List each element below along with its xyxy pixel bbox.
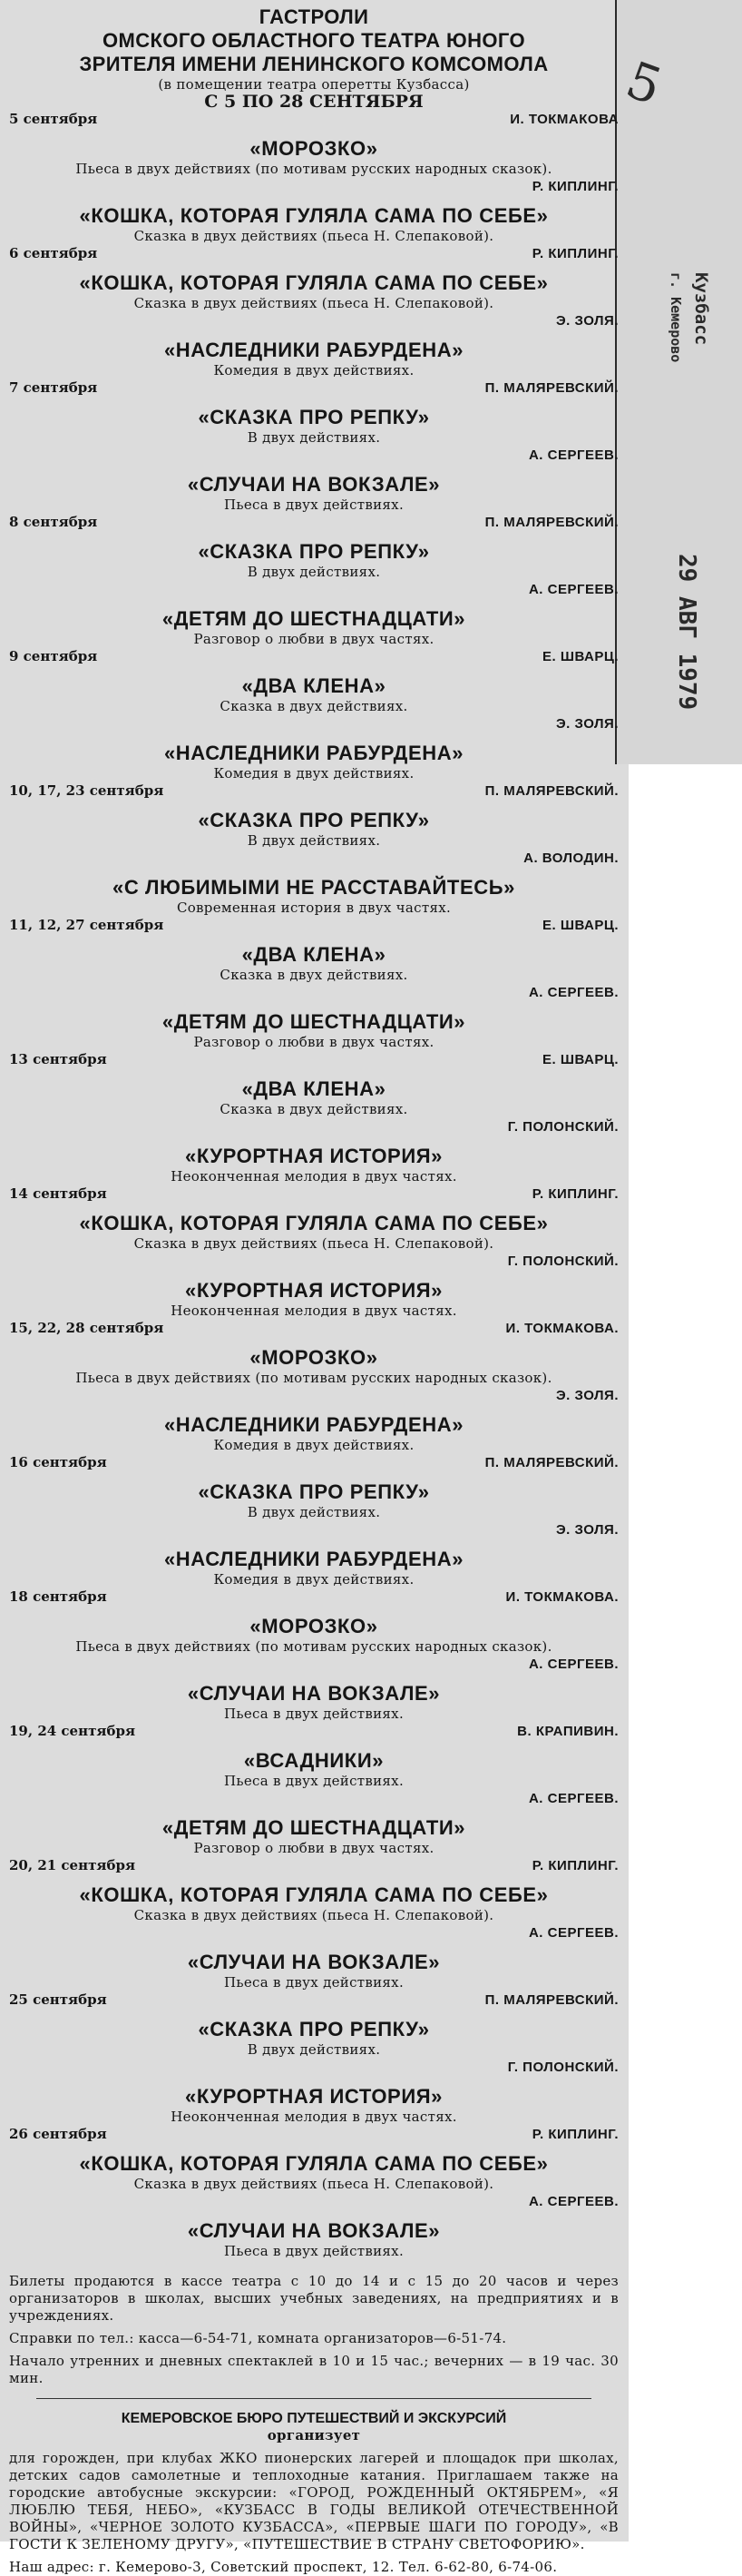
performance-entry	[9, 850, 619, 917]
entry-description: Пьеса в двух действиях (по мотивам русских народных сказок).	[75, 1638, 552, 1655]
entry-meta-row	[9, 1924, 619, 1942]
entry-title: «КОШКА, КОТОРАЯ ГУЛЯЛА САМА ПО СЕБЕ»	[79, 1883, 549, 1906]
entry-author: В. КРАПИВИН.	[517, 1724, 619, 1739]
entry-description: Разговор о любви в двух частях.	[193, 631, 434, 647]
entry-description: Сказка в двух действиях.	[220, 967, 408, 983]
entry-author: Э. ЗОЛЯ.	[556, 313, 619, 329]
entry-title: «КОШКА, КОТОРАЯ ГУЛЯЛА САМА ПО СЕБЕ»	[79, 1212, 549, 1234]
entry-date: 16 сентября	[9, 1454, 107, 1470]
entry-title: «ДЕТЯМ ДО ШЕСТНАДЦАТИ»	[161, 1010, 466, 1033]
entry-author: А. СЕРГЕЕВ.	[528, 1791, 619, 1806]
entry-title: «СЛУЧАИ НА ВОКЗАЛЕ»	[187, 1951, 441, 1973]
entry-meta-row	[9, 2059, 619, 2076]
entry-title: «МОРОЗКО»	[249, 1346, 378, 1369]
entry-description: Пьеса в двух действиях.	[223, 1706, 405, 1722]
entry-description: Пьеса в двух действиях.	[223, 497, 405, 513]
entry-date: 26 сентября	[9, 2126, 107, 2142]
entry-date: 14 сентября	[9, 1185, 107, 1202]
entry-author: Э. ЗОЛЯ.	[556, 1388, 619, 1403]
entry-author: Е. ШВАРЦ.	[542, 918, 619, 933]
entry-author: П. МАЛЯРЕВСКИЙ.	[484, 515, 619, 530]
entry-description: Комедия в двух действиях.	[213, 1571, 415, 1588]
entry-title: «ДЕТЯМ ДО ШЕСТНАДЦАТИ»	[161, 1816, 466, 1839]
entry-description: Пьеса в двух действиях.	[223, 1974, 405, 1991]
entry-title: «КОШКА, КОТОРАЯ ГУЛЯЛА САМА ПО СЕБЕ»	[79, 204, 549, 227]
entry-description: Сказка в двух действиях.	[220, 1101, 408, 1117]
entry-meta-row	[9, 1588, 619, 1606]
entry-meta-row	[9, 1051, 619, 1068]
entry-description: Неоконченная мелодия в двух частях.	[171, 2109, 457, 2125]
entry-meta-row	[9, 1656, 619, 1673]
entry-title: «ДВА КЛЕНА»	[241, 1077, 386, 1100]
entry-author: Р. КИПЛИНГ.	[532, 179, 619, 194]
entry-date: 15, 22, 28 сентября	[9, 1320, 164, 1336]
entry-date: 13 сентября	[9, 1051, 107, 1067]
entry-title: «ДВА КЛЕНА»	[241, 943, 386, 966]
entry-meta-row	[9, 178, 619, 195]
entry-description: В двух действиях.	[247, 2041, 381, 2058]
entry-author: А. СЕРГЕЕВ.	[528, 447, 619, 463]
info-phones: Справки по тел.: касса—6-54-71, комната организаторов—6-51-74.	[9, 2330, 507, 2346]
performance-entry	[9, 782, 619, 850]
bureau-text: для горожден, при клубах ЖКО пионерских лагерей и площадок при школах, детских садов самолетные и теплоходные катания. Приглашаем также на городские автобусные экскурсии: «ГОРОД, РОЖДЕННЫЙ ОКТЯБРЕМ», «Я ЛЮБЛЮ ТЕБЯ, НЕБО», «КУЗБАСС В ГОДЫ ВЕЛИКОЙ ОТЕЧЕСТВЕННОЙ ВОЙНЫ», «ЧЕРНОЕ ЗОЛОТО КУЗБАССА», «ПЕРВЫЕ ШАГИ ПО ГОРОДУ», «В ГОСТИ К ЗЕЛЕНОМУ ДРУГУ», «ПУТЕШЕСТВИЕ В СТРАНУ СВЕТОФОРИЮ».	[9, 2450, 619, 2552]
newspaper-name-stamp: Кузбасс	[691, 272, 711, 346]
entry-title: «ВСАДНИКИ»	[243, 1749, 385, 1772]
entry-description: Неоконченная мелодия в двух частях.	[171, 1303, 457, 1319]
entry-date: 9 сентября	[9, 648, 98, 664]
entry-meta-row	[9, 984, 619, 1001]
entry-author: П. МАЛЯРЕВСКИЙ.	[484, 1455, 619, 1470]
entry-author: Е. ШВАРЦ.	[542, 649, 619, 664]
performance-entry	[9, 1857, 619, 1924]
entry-title: «ДЕТЯМ ДО ШЕСТНАДЦАТИ»	[161, 607, 466, 630]
entry-title: «НАСЛЕДНИКИ РАБУРДЕНА»	[163, 339, 464, 361]
entry-meta-row	[9, 648, 619, 665]
entry-description: Современная история в двух частях.	[176, 900, 452, 916]
entry-date: 19, 24 сентября	[9, 1723, 136, 1739]
performance-entry	[9, 648, 619, 715]
entry-date: 20, 21 сентября	[9, 1857, 136, 1873]
entry-meta-row	[9, 245, 619, 262]
entry-meta-row	[9, 1185, 619, 1203]
entry-title: «СКАЗКА ПРО РЕПКУ»	[198, 2018, 430, 2040]
entry-title: «СКАЗКА ПРО РЕПКУ»	[198, 1480, 430, 1503]
entry-description: В двух действиях.	[247, 429, 381, 446]
performance-list	[9, 111, 619, 2260]
entry-description: Пьеса в двух действиях (по мотивам русских народных сказок).	[75, 161, 552, 177]
performance-entry	[9, 245, 619, 312]
entry-meta-row	[9, 581, 619, 598]
entry-date: 6 сентября	[9, 245, 98, 261]
entry-description: Пьеса в двух действиях (по мотивам русских народных сказок).	[75, 1370, 552, 1386]
entry-title: «НАСЛЕДНИКИ РАБУРДЕНА»	[163, 1548, 464, 1570]
entry-meta-row	[9, 917, 619, 934]
entry-meta-row	[9, 715, 619, 732]
entry-author: А. ВОЛОДИН.	[523, 850, 619, 866]
info-block	[9, 2273, 619, 2387]
bureau-verb: организует	[267, 2427, 361, 2443]
entry-description: Сказка в двух действиях.	[220, 698, 408, 714]
announcement-column	[9, 4, 619, 2575]
entry-title: «СКАЗКА ПРО РЕПКУ»	[198, 540, 430, 563]
performance-entry	[9, 1924, 619, 1991]
entry-description: Комедия в двух действиях.	[213, 362, 415, 379]
entry-author: П. МАЛЯРЕВСКИЙ.	[484, 380, 619, 396]
bureau-block	[9, 2410, 619, 2576]
entry-author: Р. КИПЛИНГ.	[532, 1186, 619, 1202]
entry-title: «С ЛЮБИМЫМИ НЕ РАССТАВАЙТЕСЬ»	[112, 876, 515, 899]
entry-author: Р. КИПЛИНГ.	[532, 2127, 619, 2142]
entry-description: Пьеса в двух действиях.	[223, 1773, 405, 1789]
entry-title: «МОРОЗКО»	[249, 137, 378, 160]
entry-date: 25 сентября	[9, 1991, 107, 2008]
entry-author: Э. ЗОЛЯ.	[556, 716, 619, 732]
entry-author: И. ТОКМАКОВА.	[505, 1589, 619, 1605]
performance-entry	[9, 1320, 619, 1387]
entry-title: «НАСЛЕДНИКИ РАБУРДЕНА»	[163, 1413, 464, 1436]
info-tickets: Билеты продаются в кассе театра с 10 до 14 и с 15 до 20 часов и через организаторов в школах, высших учебных заведениях, на предприятиях и в учреждениях.	[9, 2273, 619, 2324]
entry-description: Разговор о любви в двух частях.	[193, 1840, 434, 1856]
header-dates: С 5 ПО 28 СЕНТЯБРЯ	[204, 92, 424, 112]
entry-date: 11, 12, 27 сентября	[9, 917, 164, 933]
entry-meta-row	[9, 1991, 619, 2009]
entry-description: Сказка в двух действиях (пьеса Н. Слепаковой).	[133, 228, 494, 244]
entry-date: 8 сентября	[9, 514, 98, 530]
entry-author: А. СЕРГЕЕВ.	[528, 1925, 619, 1941]
entry-meta-row	[9, 1857, 619, 1874]
entry-title: «КУРОРТНАЯ ИСТОРИЯ»	[184, 2085, 443, 2108]
entry-author: Е. ШВАРЦ.	[542, 1052, 619, 1067]
entry-description: Комедия в двух действиях.	[213, 1437, 415, 1453]
entry-author: Г. ПОЛОНСКИЙ.	[507, 1119, 619, 1135]
entry-description: В двух действиях.	[247, 1504, 381, 1520]
entry-date: 18 сентября	[9, 1588, 107, 1605]
performance-entry	[9, 2193, 619, 2260]
entry-description: Комедия в двух действиях.	[213, 765, 415, 782]
date-stamp: 29 АВГ 1979	[673, 554, 700, 711]
entry-meta-row	[9, 111, 619, 128]
entry-meta-row	[9, 1790, 619, 1807]
entry-author: Р. КИПЛИНГ.	[532, 246, 619, 261]
entry-title: «СКАЗКА ПРО РЕПКУ»	[198, 406, 430, 428]
entry-description: Сказка в двух действиях (пьеса Н. Слепаковой).	[133, 1235, 494, 1252]
entry-author: Э. ЗОЛЯ.	[556, 1522, 619, 1538]
performance-entry	[9, 1790, 619, 1857]
entry-meta-row	[9, 1118, 619, 1136]
performance-entry	[9, 1454, 619, 1521]
entry-description: Сказка в двух действиях (пьеса Н. Слепаковой).	[133, 2176, 494, 2192]
performance-entry	[9, 178, 619, 245]
entry-title: «СЛУЧАИ НА ВОКЗАЛЕ»	[187, 473, 441, 496]
entry-author: Г. ПОЛОНСКИЙ.	[507, 1254, 619, 1269]
performance-entry	[9, 715, 619, 782]
entry-title: «МОРОЗКО»	[249, 1615, 378, 1637]
entry-description: В двух действиях.	[247, 564, 381, 580]
performance-entry	[9, 1991, 619, 2059]
performance-entry	[9, 581, 619, 648]
entry-title: «КОШКА, КОТОРАЯ ГУЛЯЛА САМА ПО СЕБЕ»	[79, 2152, 549, 2175]
performance-entry	[9, 1723, 619, 1790]
entry-description: Разговор о любви в двух частях.	[193, 1034, 434, 1050]
city-stamp: г. Кемерово	[668, 272, 684, 363]
entry-date: 7 сентября	[9, 379, 98, 396]
entry-title: «КУРОРТНАЯ ИСТОРИЯ»	[184, 1145, 443, 1167]
header-theatre-name: ЗРИТЕЛЯ ИМЕНИ ЛЕНИНСКОГО КОМСОМОЛА	[79, 53, 549, 75]
entry-title: «СЛУЧАИ НА ВОКЗАЛЕ»	[187, 1682, 441, 1705]
bureau-address: Наш адрес: г. Кемерово-3, Советский проспект, 12. Тел. 6-62-80, 6-74-06.	[9, 2559, 558, 2575]
header-theatre: ОМСКОГО ОБЛАСТНОГО ТЕАТРА ЮНОГО	[102, 29, 526, 52]
performance-entry	[9, 312, 619, 379]
entry-author: И. ТОКМАКОВА.	[505, 1321, 619, 1336]
handwritten-number: 5	[618, 50, 669, 118]
entry-meta-row	[9, 782, 619, 800]
performance-entry	[9, 917, 619, 984]
performance-entry	[9, 1051, 619, 1118]
entry-date: 5 сентября	[9, 111, 98, 127]
entry-author: А. СЕРГЕЕВ.	[528, 1657, 619, 1672]
performance-entry	[9, 1521, 619, 1588]
entry-author: И. ТОКМАКОВА	[510, 112, 619, 127]
entry-meta-row	[9, 1723, 619, 1740]
performance-entry	[9, 984, 619, 1051]
entry-title: «СЛУЧАИ НА ВОКЗАЛЕ»	[187, 2219, 441, 2242]
entry-meta-row	[9, 514, 619, 531]
entry-title: «СКАЗКА ПРО РЕПКУ»	[198, 809, 430, 831]
entry-description: Неоконченная мелодия в двух частях.	[171, 1168, 457, 1185]
entry-meta-row	[9, 1253, 619, 1270]
performance-entry	[9, 111, 619, 178]
entry-author: А. СЕРГЕЕВ.	[528, 985, 619, 1000]
entry-meta-row	[9, 1454, 619, 1471]
entry-meta-row	[9, 1521, 619, 1539]
header-tour: ГАСТРОЛИ	[259, 5, 369, 28]
divider	[36, 2398, 591, 2399]
performance-entry	[9, 447, 619, 514]
performance-entry	[9, 1588, 619, 1656]
entry-title: «ДВА КЛЕНА»	[241, 674, 386, 697]
bureau-name: КЕМЕРОВСКОЕ БЮРО ПУТЕШЕСТВИЙ И ЭКСКУРСИЙ	[121, 2411, 507, 2426]
entry-title: «КОШКА, КОТОРАЯ ГУЛЯЛА САМА ПО СЕБЕ»	[79, 271, 549, 294]
performance-entry	[9, 1185, 619, 1253]
entry-author: Р. КИПЛИНГ.	[532, 1858, 619, 1873]
performance-entry	[9, 1387, 619, 1454]
entry-description: Сказка в двух действиях (пьеса Н. Слепаковой).	[133, 295, 494, 311]
performance-entry	[9, 2126, 619, 2193]
entry-title: «КУРОРТНАЯ ИСТОРИЯ»	[184, 1279, 443, 1302]
info-times: Начало утренних и дневных спектаклей в 10 и 15 час.; вечерних — в 19 час. 30 мин.	[9, 2353, 619, 2386]
entry-meta-row	[9, 447, 619, 464]
performance-entry	[9, 1656, 619, 1723]
entry-author: П. МАЛЯРЕВСКИЙ.	[484, 1992, 619, 2008]
entry-author: А. СЕРГЕЕВ.	[528, 582, 619, 597]
entry-meta-row	[9, 312, 619, 329]
entry-meta-row	[9, 1387, 619, 1404]
header-venue: (в помещении театра оперетты Кузбасса)	[158, 76, 470, 93]
entry-author: Г. ПОЛОНСКИЙ.	[507, 2060, 619, 2075]
entry-date: 10, 17, 23 сентября	[9, 782, 164, 799]
entry-title: «НАСЛЕДНИКИ РАБУРДЕНА»	[163, 742, 464, 764]
entry-meta-row	[9, 2193, 619, 2210]
entry-meta-row	[9, 2126, 619, 2143]
margin-strip	[617, 0, 742, 764]
performance-entry	[9, 1253, 619, 1320]
entry-author: П. МАЛЯРЕВСКИЙ.	[484, 783, 619, 799]
entry-meta-row	[9, 850, 619, 867]
performance-entry	[9, 2059, 619, 2126]
performance-entry	[9, 514, 619, 581]
entry-description: Сказка в двух действиях (пьеса Н. Слепаковой).	[133, 1907, 494, 1923]
performance-entry	[9, 379, 619, 447]
performance-entry	[9, 1118, 619, 1185]
entry-description: В двух действиях.	[247, 832, 381, 849]
entry-meta-row	[9, 379, 619, 397]
entry-meta-row	[9, 1320, 619, 1337]
entry-description: Пьеса в двух действиях.	[223, 2243, 405, 2259]
entry-author: А. СЕРГЕЕВ.	[528, 2194, 619, 2209]
